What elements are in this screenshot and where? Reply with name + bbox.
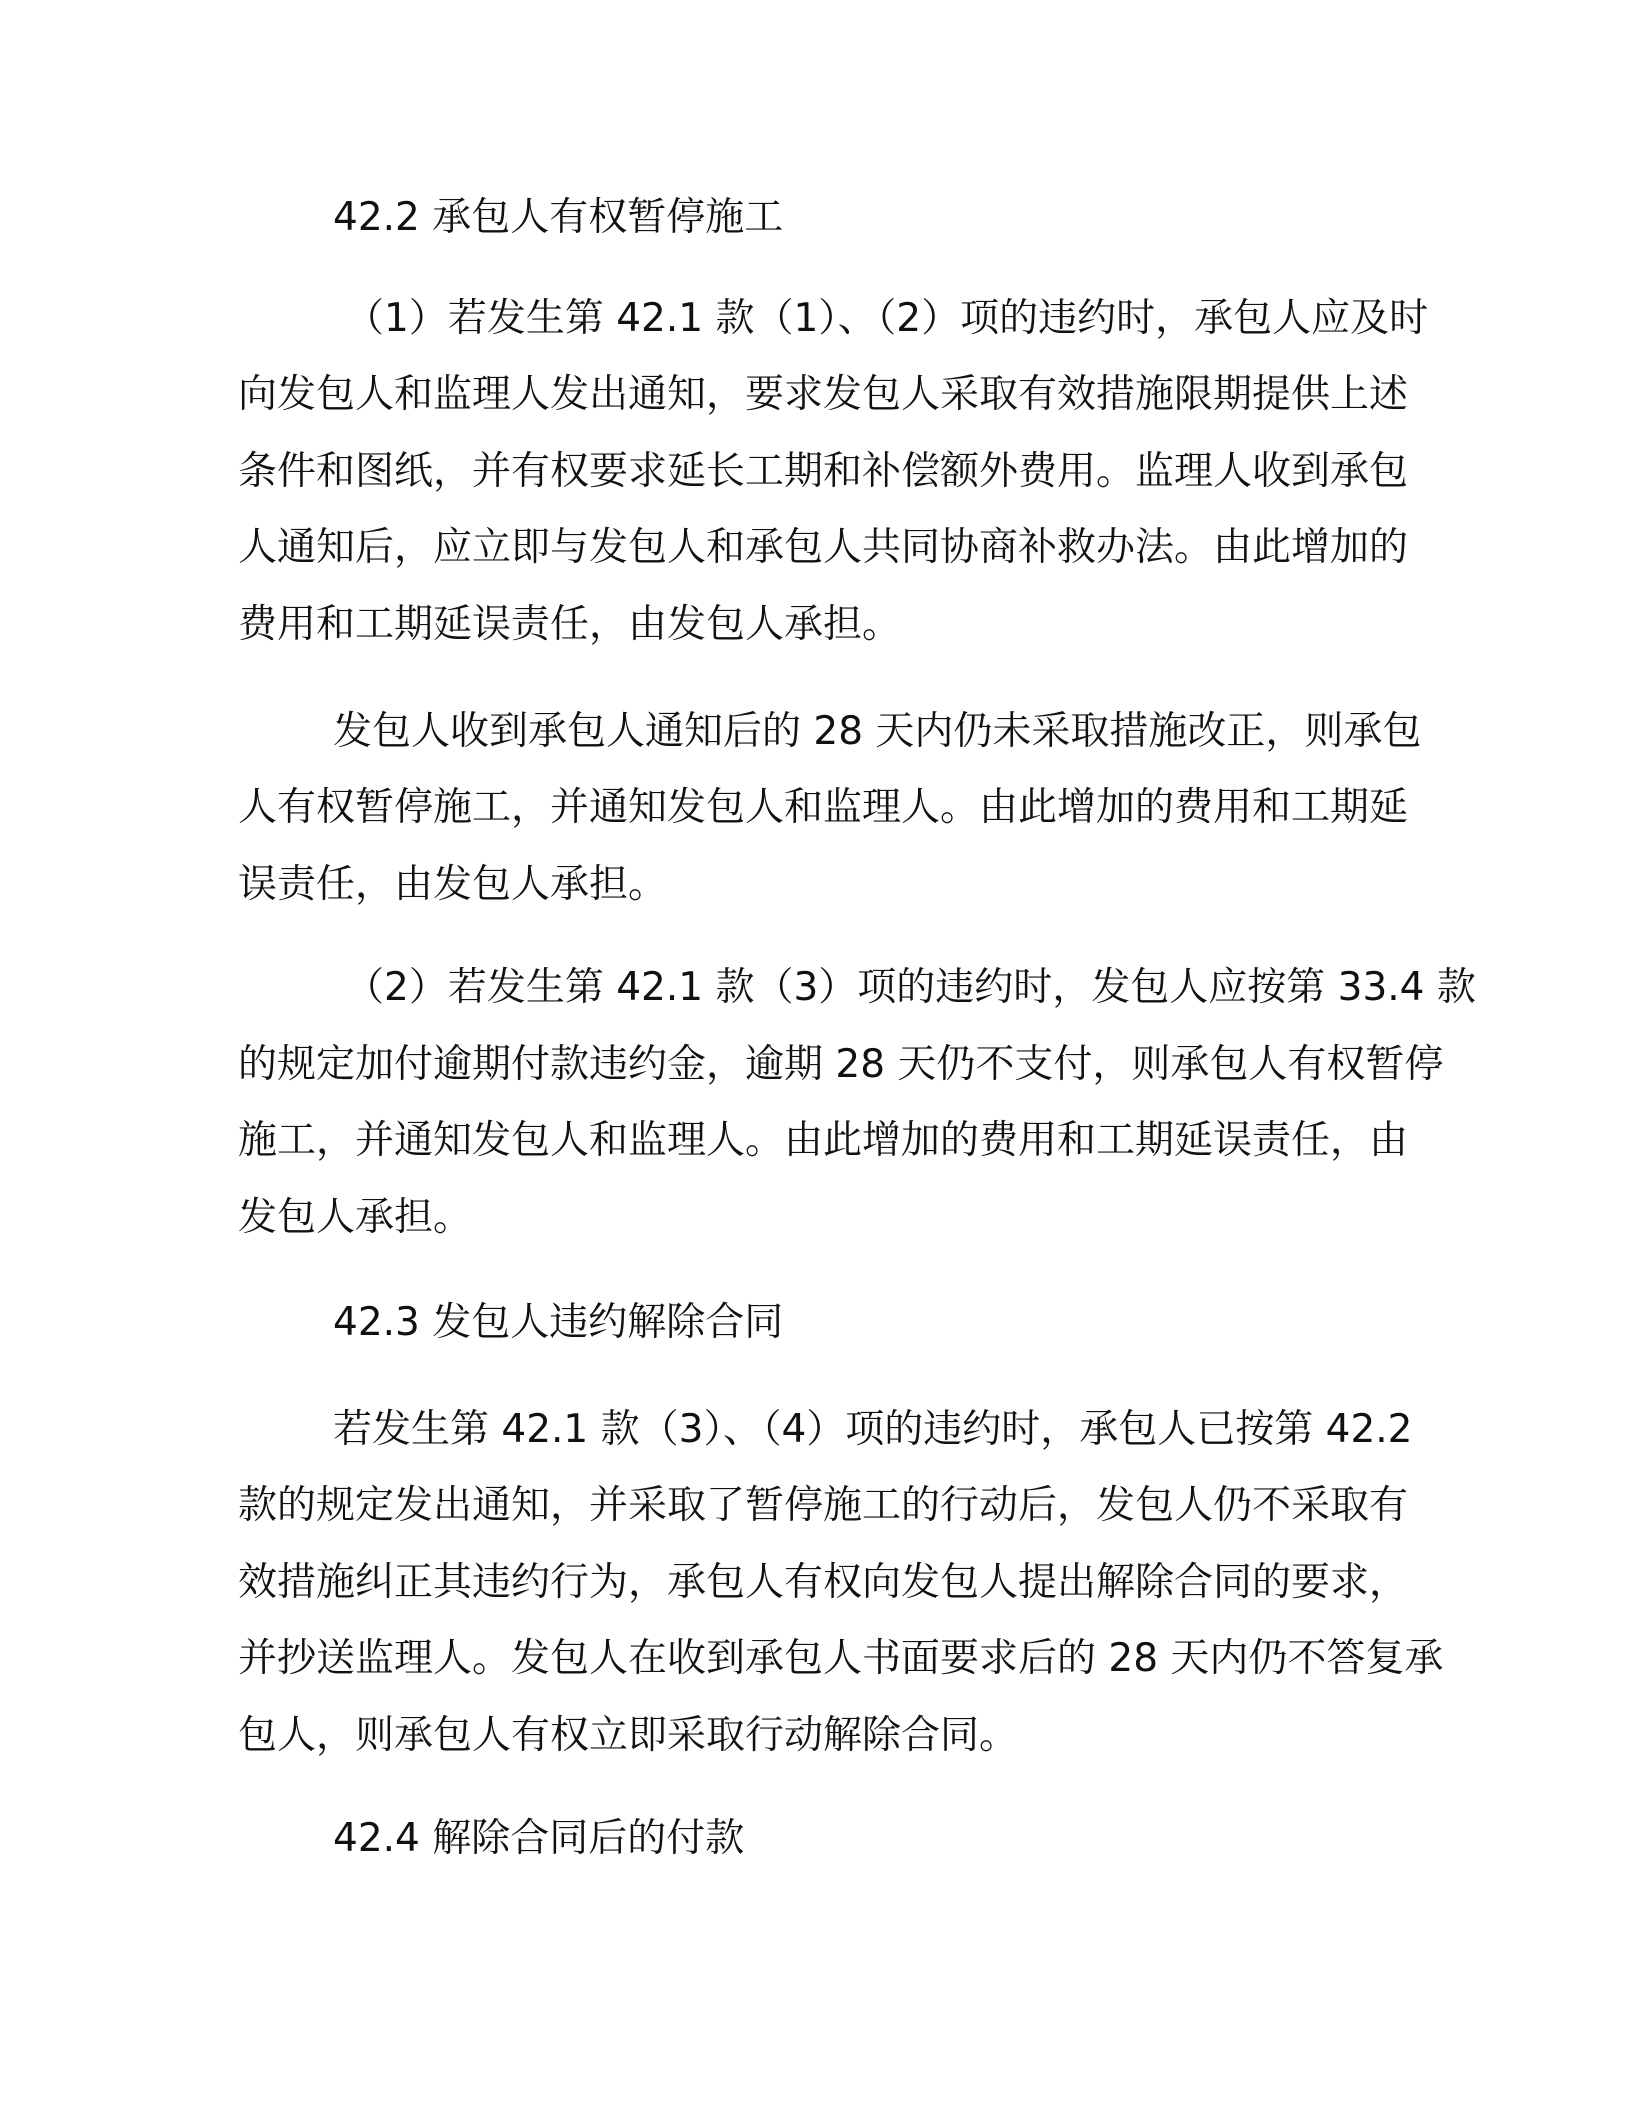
paragraph-line: 人有权暂停施工，并通知发包人和监理人。由此增加的费用和工期延	[238, 785, 1409, 830]
paragraph-line: 条件和图纸，并有权要求延长工期和补偿额外费用。监理人收到承包	[238, 449, 1409, 494]
section-heading-42-3: 42.3 发包人违约解除合同	[333, 1300, 784, 1345]
paragraph-line: 包人，则承包人有权立即采取行动解除合同。	[238, 1713, 1019, 1758]
section-heading-42-4: 42.4 解除合同后的付款	[333, 1816, 745, 1861]
paragraph-line: 发包人承担。	[238, 1195, 473, 1240]
paragraph-line: 误责任，由发包人承担。	[238, 862, 668, 907]
paragraph-line: 向发包人和监理人发出通知，要求发包人采取有效措施限期提供上述	[238, 372, 1409, 417]
paragraph-line: 款的规定发出通知，并采取了暂停施工的行动后，发包人仍不采取有	[238, 1483, 1409, 1528]
paragraph-line: 的规定加付逾期付款违约金，逾期 28 天仍不支付，则承包人有权暂停	[238, 1042, 1444, 1087]
paragraph-line: （2）若发生第 42.1 款（3）项的违约时，发包人应按第 33.4 款	[345, 965, 1476, 1010]
paragraph-line: 费用和工期延误责任，由发包人承担。	[238, 602, 902, 647]
paragraph-line: 并抄送监理人。发包人在收到承包人书面要求后的 28 天内仍不答复承	[238, 1636, 1444, 1681]
paragraph-line: 效措施纠正其违约行为，承包人有权向发包人提出解除合同的要求，	[238, 1560, 1409, 1605]
paragraph-line: （1）若发生第 42.1 款（1）、（2）项的违约时，承包人应及时	[345, 296, 1429, 341]
paragraph-line: 人通知后，应立即与发包人和承包人共同协商补救办法。由此增加的	[238, 525, 1409, 570]
paragraph-line: 若发生第 42.1 款（3）、（4）项的违约时，承包人已按第 42.2	[333, 1407, 1413, 1452]
paragraph-line: 施工，并通知发包人和监理人。由此增加的费用和工期延误责任，由	[238, 1118, 1409, 1163]
section-heading-42-2: 42.2 承包人有权暂停施工	[333, 195, 784, 240]
paragraph-line: 发包人收到承包人通知后的 28 天内仍未采取措施改正，则承包	[333, 709, 1422, 754]
